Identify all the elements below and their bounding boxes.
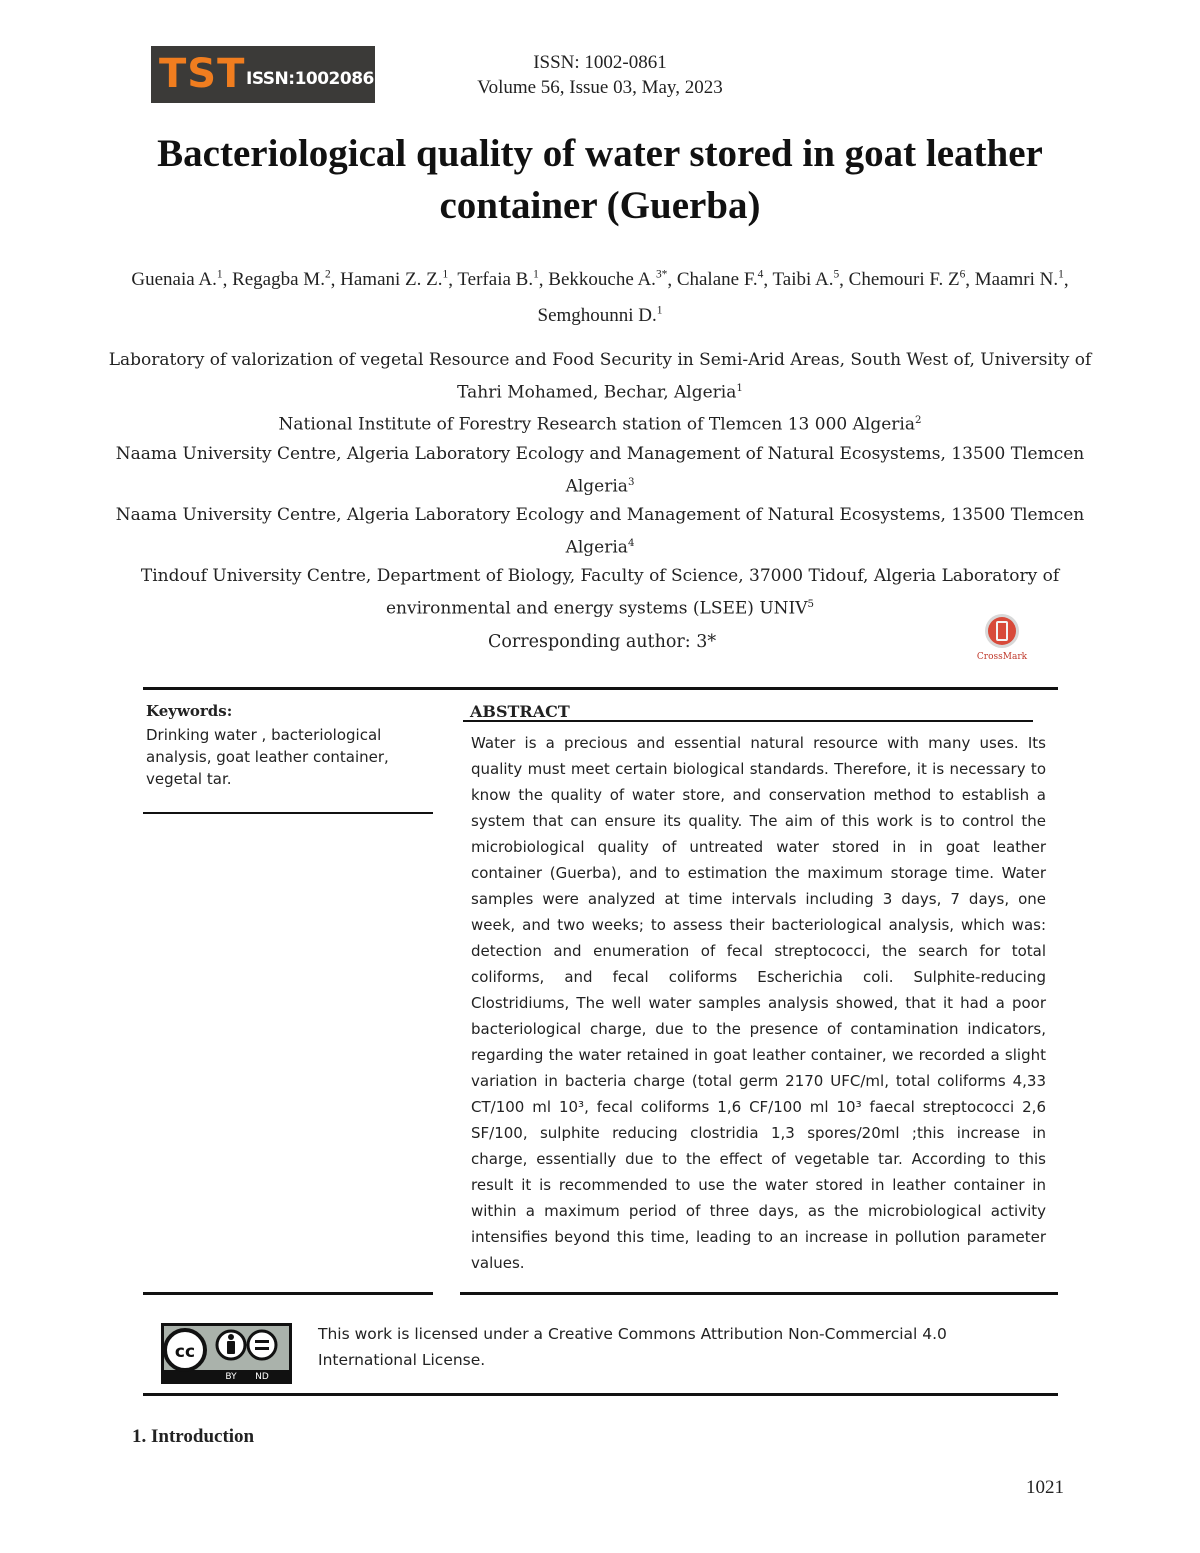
cc-license-badge[interactable] xyxy=(161,1323,292,1384)
crossmark-label: CrossMark xyxy=(976,652,1028,662)
crossmark-badge[interactable] xyxy=(973,612,1031,662)
author: Guenaia A.$^1$ xyxy=(131,269,223,291)
keywords-end-rule xyxy=(143,1292,433,1295)
abstract-title: ABSTRACT xyxy=(470,702,570,721)
license-bottom-rule xyxy=(143,1393,1058,1396)
affiliation: Laboratory of valorization of vegetal Resource and Food Security in Semi-Arid Areas, South West of, University of Tahri Mohamed, Bechar, Algeria$^1$ xyxy=(108,350,1092,403)
author: Semghounni D.$^1$ xyxy=(537,304,663,326)
svg-text:cc: cc xyxy=(174,1342,196,1362)
corresponding-author: Corresponding author: 3* xyxy=(488,632,717,652)
keywords-text: Drinking water , bacteriological analysis, goat leather container, vegetal tar. xyxy=(146,726,389,788)
abstract-text: Water is a precious and essential natural resource with many uses. Its quality must meet certain biological standards. Therefore, it is necessary to know the quality of water store, and conservation method to establish a system that can ensure its quality. The aim of this work is to control the microbiological quality of untreated water stored in in goat leather container (Guerba), and to estimation the maximum storage time. Water samples were analyzed at time intervals including 3 days, 7 days, one week, and two weeks; to assess their bacteriological analysis, which was: detection and enumeration of fecal streptococci, the search for total coliforms, and fecal coliforms Escherichia coli. Sulphite-reducing Clostridiums, The well water samples analysis showed, that it had a poor bacteriological charge, due to the presence of contamination indicators, regarding the water retained in goat leather container, we recorded a slight variation in bacteria charge (total germ 2170 UFC/ml, total coliforms 4,33 CT/100 ml 10³, fecal coliforms 1,6 CF/100 ml 10³ faecal streptococci 2,6 SF/100, sulphite reducing clostridia 1,3 spores/20ml ;this increase in charge, essentially due to the effect of vegetable tar. According to this result it is recommended to use the water stored in leather container in within a maximum period of three days, as the microbiological activity intensifies beyond this time, leading to an increase in pollution parameter values. xyxy=(471,734,1046,1272)
header-volume: Volume 56, Issue 03, May, 2023 xyxy=(477,77,723,98)
paper-title: Bacteriological quality of water stored in goat leather container (Guerba) xyxy=(157,132,1043,227)
affiliation: National Institute of Forestry Research station of Tlemcen 13 000 Algeria$^2$ xyxy=(278,414,922,435)
cc-by-label: BY xyxy=(225,1372,237,1382)
affiliation: Tindouf University Centre, Department of Biology, Faculty of Science, 37000 Tidouf, Algeria Laboratory of environmental and energy systems (LSEE) UNIV$^5$ xyxy=(140,566,1060,619)
author: Chemouri F. $Z^6$ xyxy=(848,269,966,291)
logo-issn-text: ISSN:10020861 xyxy=(246,69,386,89)
keywords-title: Keywords: xyxy=(146,702,233,720)
cc-nd-label: ND xyxy=(255,1372,269,1382)
header-issn: ISSN: 1002-0861 xyxy=(533,52,667,73)
crossmark-icon xyxy=(973,612,1031,662)
page-number: 1021 xyxy=(1026,1477,1064,1498)
affiliation: Naama University Centre, Algeria Laboratory Ecology and Management of Natural Ecosystems, 13500 Tlemcen Algeria$^4$ xyxy=(115,504,1085,558)
keywords-bottom-rule xyxy=(143,812,433,814)
author-list: Guenaia A.$^1$, Regagba M.$^2$, Hamani Z. Z.$^1$, Terfaia B.$^1$, Bekkouche A.$^{3*}$, Chalane F.$^4$, Taibi A.$^5$, Chemouri F. $Z^6$, Maamri N.$^1$, Semghounni D.$^1$ xyxy=(131,269,1069,326)
logo-tst-text: TST xyxy=(159,51,246,97)
abstract-end-rule xyxy=(460,1292,1058,1295)
author: Maamri N.$^1$ xyxy=(974,269,1064,291)
license-text: This work is licensed under a Creative Commons Attribution Non-Commercial 4.0 International License. xyxy=(318,1325,947,1369)
author: Chalane F.$^4$ xyxy=(676,269,764,291)
affiliation: Naama University Centre, Algeria Laboratory Ecology and Management of Natural Ecosystems, 13500 Tlemcen Algeria$^3$ xyxy=(115,443,1085,497)
top-rule xyxy=(143,687,1058,690)
affiliation-list xyxy=(100,346,1100,623)
author: Taibi A.$^5$ xyxy=(772,269,840,291)
introduction-heading: 1. Introduction xyxy=(132,1426,255,1447)
author: Terfaia B.$^1$ xyxy=(457,269,539,291)
cc-by-nd-icon xyxy=(161,1323,292,1384)
author: Hamani Z. Z.$^1$ xyxy=(340,269,449,291)
author: Regagba M.$^2$ xyxy=(232,269,331,291)
author: Bekkouche A.$^{3*}$ xyxy=(548,269,668,291)
